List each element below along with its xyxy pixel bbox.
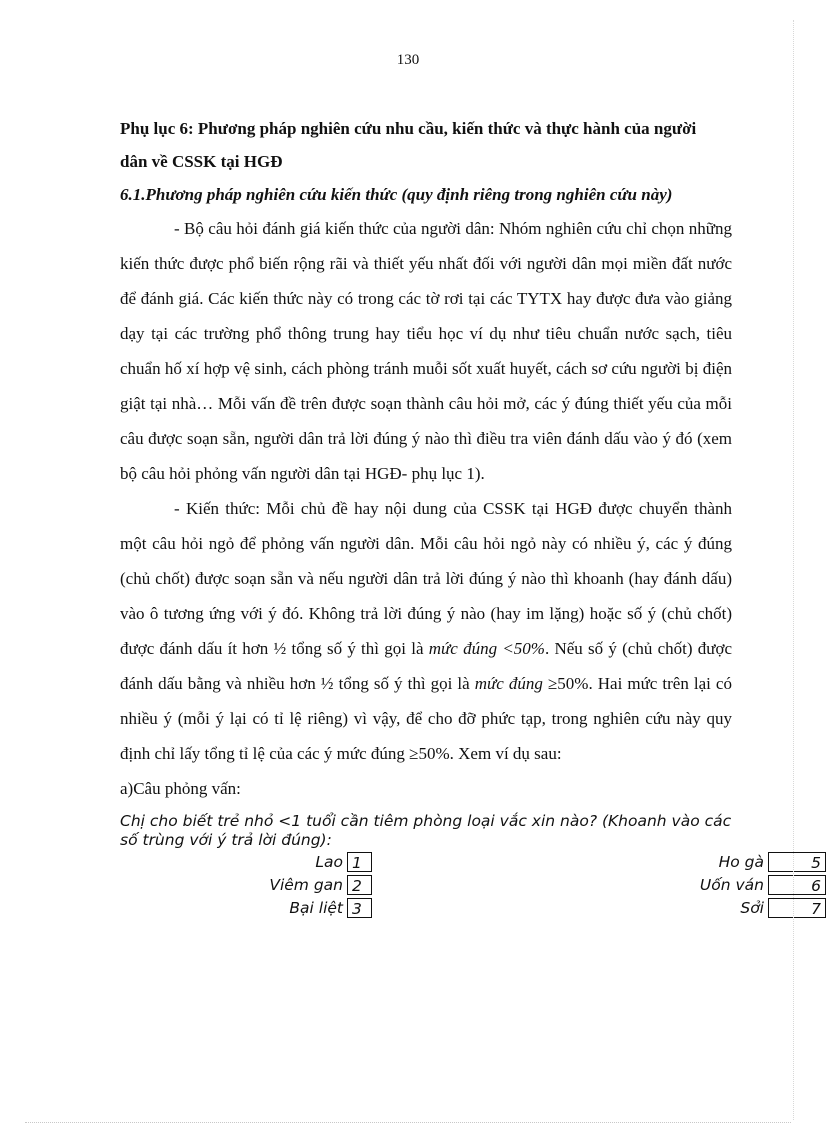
section-subheading: 6.1.Phương pháp nghiên cứu kiến thức (quy định riêng trong nghiên cứu này) xyxy=(120,185,673,204)
answer-options-right xyxy=(700,850,826,919)
answer-option xyxy=(700,896,826,919)
paragraph-question-set: - Bộ câu hỏi đánh giá kiến thức của người dân: Nhóm nghiên cứu chỉ chọn những kiến thức được phổ biến rộng rãi và thiết yếu nhất đối với người dân mọi miền đất nước để đánh giá. Các kiến thức này có trong các tờ rơi tại các TYTX hay được đưa vào giảng dạy tại các trường phổ thông trung hay tiểu học ví dụ như tiêu chuẩn nước sạch, tiêu chuẩn hố xí hợp vệ sinh, cách phòng tránh muỗi sốt xuất huyết, cách sơ cứu người bị điện giật tại nhà… Mỗi vấn đề trên được soạn thành câu hỏi mở, các ý đúng thiết yếu của mỗi câu được soạn sẵn, người dân trả lời đúng ý nào thì điều tra viên đánh dấu vào ý đó (xem bộ câu hỏi phỏng vấn người dân tại HGĐ- phụ lục 1). xyxy=(120,219,732,483)
page-number: 130 xyxy=(396,52,420,68)
paragraph-knowledge-part2: . Nếu số ý (chủ chốt) được đánh dấu bằng và nhiều hơn ½ tổng số ý thì gọi là xyxy=(120,639,732,693)
answer-option xyxy=(269,850,372,873)
answer-option xyxy=(700,850,826,873)
answer-option-code-box[interactable]: 3 xyxy=(347,898,372,918)
answer-option-label: Uốn ván xyxy=(699,875,764,894)
answer-option-label: Ho gà xyxy=(718,852,764,871)
paragraph-knowledge-part3: ≥50%. Hai mức trên lại có nhiều ý (mỗi ý lại có tỉ lệ riêng) vì vậy, để cho đỡ phức tạp, trong nghiên cứu này quy định chỉ lấy tổng tỉ lệ của các ý mức đúng ≥50%. Xem ví dụ sau: xyxy=(120,674,732,763)
answer-option-code-box[interactable]: 2 xyxy=(347,875,372,895)
answer-option-code-box[interactable]: 6 xyxy=(768,875,826,895)
paragraph-knowledge-emphasis2: mức đúng xyxy=(474,674,543,693)
answer-option-label: Bại liệt xyxy=(289,898,343,917)
appendix-heading-line2: dân về CSSK tại HGĐ xyxy=(120,152,283,171)
answer-option-code-box[interactable]: 7 xyxy=(768,898,826,918)
answer-option xyxy=(269,873,372,896)
answer-option-label: Sởi xyxy=(740,898,764,917)
appendix-heading xyxy=(120,112,732,178)
example-question: Chị cho biết trẻ nhỏ <1 tuổi cần tiêm phòng loại vắc xin nào? (Khoanh vào các số trùng với ý trả lời đúng): xyxy=(120,812,732,849)
answer-option-code-box[interactable]: 5 xyxy=(768,852,826,872)
answer-option xyxy=(269,896,372,919)
document-body xyxy=(120,112,821,930)
paragraph-knowledge xyxy=(120,491,732,771)
answer-option xyxy=(700,873,826,896)
paragraph-knowledge-emphasis1: mức đúng <50% xyxy=(428,639,545,658)
example-label: a)Câu phỏng vấn: xyxy=(120,779,241,798)
answer-options-left xyxy=(269,850,372,919)
answer-options xyxy=(120,850,821,930)
appendix-heading-line1: Phụ lục 6: Phương pháp nghiên cứu nhu cầu, kiến thức và thực hành của người xyxy=(120,119,697,138)
paragraph-knowledge-part1: - Kiến thức: Mỗi chủ đề hay nội dung của CSSK tại HGĐ được chuyển thành một câu hỏi ngỏ để phỏng vấn người dân. Mỗi câu hỏi ngỏ này có nhiều ý, các ý đúng (chủ chốt) được soạn sẵn và nếu người dân trả lời đúng ý nào thì khoanh (hay đánh dấu) vào ô tương ứng với ý đó. Không trả lời đúng ý nào (hay im lặng) hoặc số ý (chủ chốt) được đánh dấu ít hơn ½ tổng số ý thì gọi là xyxy=(120,499,732,658)
page-edge-divider xyxy=(793,20,794,1120)
answer-option-label: Viêm gan xyxy=(269,875,343,894)
answer-option-label: Lao xyxy=(315,852,343,871)
answer-option-code-box[interactable]: 1 xyxy=(347,852,372,872)
